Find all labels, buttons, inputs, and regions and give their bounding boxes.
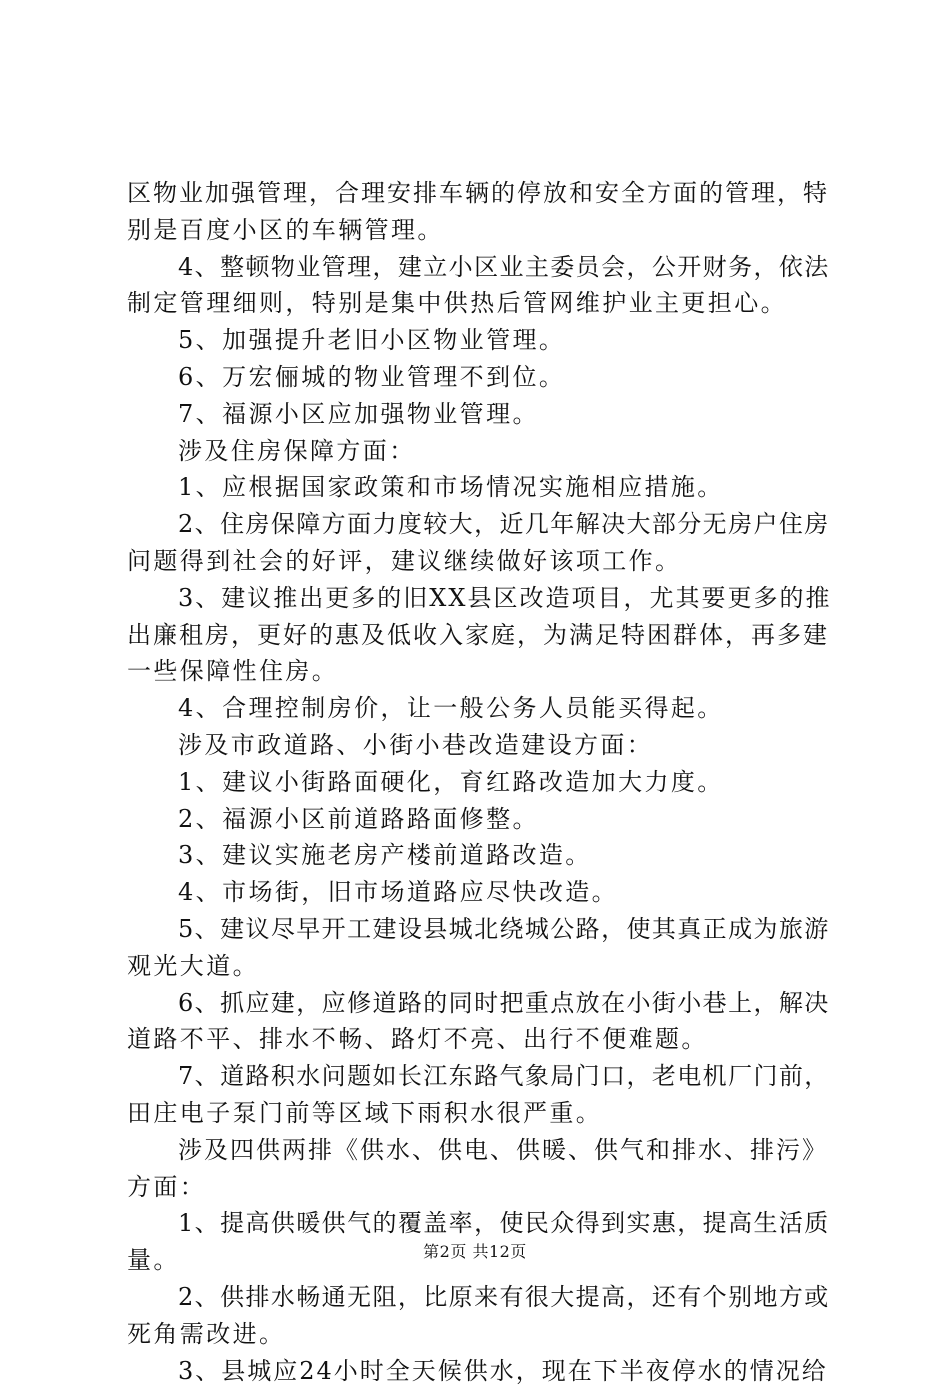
text-line: 4、市场街，旧市场道路应尽快改造。 — [127, 874, 832, 911]
text-line: 道路不平、排水不畅、路灯不亮、出行不便难题。 — [127, 1021, 832, 1058]
text-line: 2、供排水畅通无阻，比原来有很大提高，还有个别地方或 — [127, 1279, 832, 1316]
text-line: 2、住房保障方面力度较大，近几年解决大部分无房户住房 — [127, 506, 832, 543]
text-line: 量。 — [127, 1242, 832, 1279]
text-line: 问题得到社会的好评，建议继续做好该项工作。 — [127, 543, 832, 580]
text-line: 3、建议推出更多的旧XX县区改造项目，尤其要更多的推 — [127, 580, 832, 617]
text-line: 死角需改进。 — [127, 1316, 832, 1353]
text-line: 1、应根据国家政策和市场情况实施相应措施。 — [127, 469, 832, 506]
text-line: 4、合理控制房价，让一般公务人员能买得起。 — [127, 690, 832, 727]
text-line: 3、建议实施老房产楼前道路改造。 — [127, 837, 832, 874]
text-line: 6、抓应建，应修道路的同时把重点放在小街小巷上，解决 — [127, 985, 832, 1022]
text-line: 1、提高供暖供气的覆盖率，使民众得到实惠，提高生活质 — [127, 1205, 832, 1242]
text-line: 出廉租房，更好的惠及低收入家庭，为满足特困群体，再多建 — [127, 617, 832, 654]
text-line: 5、加强提升老旧小区物业管理。 — [127, 322, 832, 359]
body-text — [127, 175, 832, 1389]
text-line: 一些保障性住房。 — [127, 653, 832, 690]
text-line: 7、福源小区应加强物业管理。 — [127, 396, 832, 433]
text-line: 别是百度小区的车辆管理。 — [127, 212, 832, 249]
text-line: 观光大道。 — [127, 948, 832, 985]
text-line: 6、万宏俪城的物业管理不到位。 — [127, 359, 832, 396]
text-line: 区物业加强管理，合理安排车辆的停放和安全方面的管理，特 — [127, 175, 832, 212]
text-line: 田庄电子泵门前等区域下雨积水很严重。 — [127, 1095, 832, 1132]
section-heading: 涉及四供两排《供水、供电、供暖、供气和排水、排污》 — [127, 1132, 832, 1169]
section-heading: 涉及住房保障方面： — [127, 433, 832, 470]
page-number-footer: 第2页 共12页 — [0, 1242, 950, 1262]
text-line: 2、福源小区前道路路面修整。 — [127, 801, 832, 838]
text-line: 方面： — [127, 1169, 832, 1206]
text-line: 制定管理细则，特别是集中供热后管网维护业主更担心。 — [127, 285, 832, 322]
text-line: 7、道路积水问题如长江东路气象局门口，老电机厂门前， — [127, 1058, 832, 1095]
text-line: 5、建议尽早开工建设县城北绕城公路，使其真正成为旅游 — [127, 911, 832, 948]
text-line: 3、县城应24小时全天候供水，现在下半夜停水的情况给 — [127, 1353, 832, 1389]
text-line: 4、整顿物业管理，建立小区业主委员会，公开财务，依法 — [127, 249, 832, 286]
section-heading: 涉及市政道路、小街小巷改造建设方面： — [127, 727, 832, 764]
text-line: 1、建议小街路面硬化，育红路改造加大力度。 — [127, 764, 832, 801]
